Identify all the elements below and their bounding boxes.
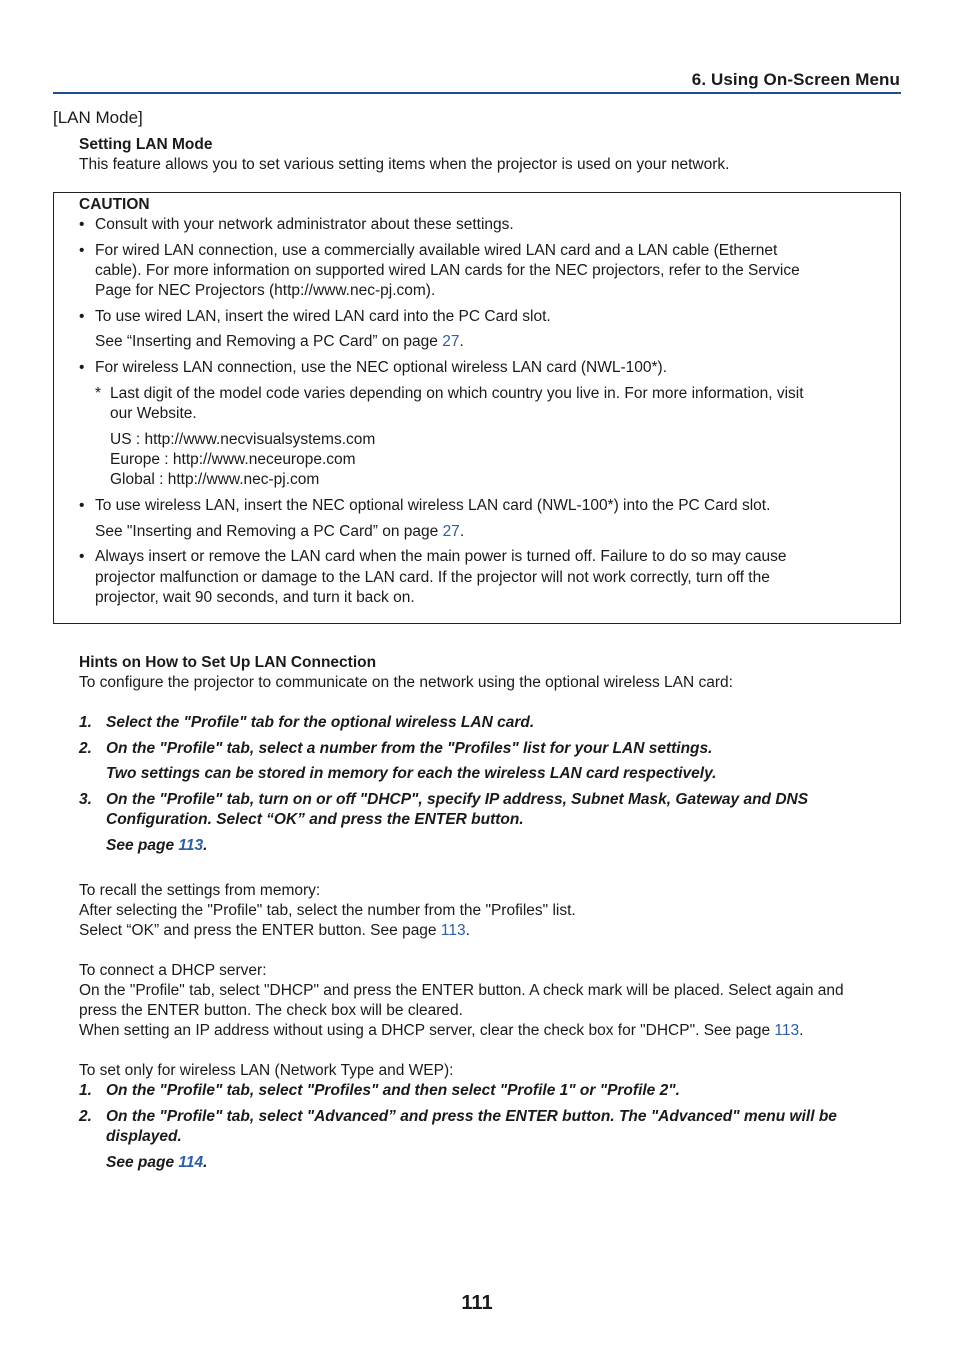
see-text: See page xyxy=(106,837,179,854)
hints-heading: Hints on How to Set Up LAN Connection xyxy=(79,654,377,671)
step-2-note: Two settings can be stored in memory for each the wireless LAN card respectively. xyxy=(106,765,717,782)
step-number: 2. xyxy=(79,740,92,757)
header-rule xyxy=(53,92,901,94)
dhcp-line4: When setting an IP address without using a DHCP server, clear the check box for "DHCP". See page 113. xyxy=(79,1022,804,1039)
chapter-title: 6. Using On-Screen Menu xyxy=(691,70,900,89)
bullet-dot: • xyxy=(79,548,85,565)
page-link-27[interactable]: 27 xyxy=(442,523,460,540)
wireless-intro: To set only for wireless LAN (Network Type and WEP): xyxy=(79,1062,454,1079)
caution-item-1: Consult with your network administrator about these settings. xyxy=(95,216,514,233)
note-asterisk: * xyxy=(95,385,102,402)
wireless-step-2-see: See page 114. xyxy=(106,1154,208,1171)
step-number: 3. xyxy=(79,791,92,808)
step-2: On the "Profile" tab, select a number from the "Profiles" list for your LAN settings. xyxy=(106,740,713,757)
step-number: 1. xyxy=(79,714,92,731)
see-text: See page xyxy=(106,1154,179,1171)
recall-line2: After selecting the "Profile" tab, select the number from the "Profiles" list. xyxy=(79,902,576,919)
step-3-line1: On the "Profile" tab, turn on or off "DHCP", specify IP address, Subnet Mask, Gateway and DNS xyxy=(106,791,809,808)
hints-intro: To configure the projector to communicate on the network using the optional wireless LAN card: xyxy=(79,674,733,691)
caution-item-3-see: See “Inserting and Removing a PC Card” on page 27. xyxy=(95,333,464,350)
url-us: US : http://www.necvisualsystems.com xyxy=(110,431,376,448)
step-1: Select the "Profile" tab for the optional wireless LAN card. xyxy=(106,714,535,731)
step-number: 1. xyxy=(79,1082,92,1099)
caution-item-6-line3: projector, wait 90 seconds, and turn it back on. xyxy=(95,589,415,606)
step-3-see: See page 113. xyxy=(106,837,208,854)
bullet-dot: • xyxy=(79,359,85,376)
caution-item-3: To use wired LAN, insert the wired LAN card into the PC Card slot. xyxy=(95,308,551,325)
caution-item-2-line2: cable). For more information on supported wired LAN cards for the NEC projectors, refer to the Service xyxy=(95,262,800,279)
step-3-line2: Configuration. Select “OK” and press the ENTER button. xyxy=(106,811,524,828)
recall-line1: To recall the settings from memory: xyxy=(79,882,321,899)
page-link-113[interactable]: 113 xyxy=(178,837,204,854)
recall-line3: Select “OK” and press the ENTER button. See page 113. xyxy=(79,922,470,939)
setting-text: This feature allows you to set various setting items when the projector is used on your network. xyxy=(79,156,730,173)
bullet-dot: • xyxy=(79,497,85,514)
page-link-114[interactable]: 114 xyxy=(178,1154,204,1171)
caution-item-2-line1: For wired LAN connection, use a commercially available wired LAN card and a LAN cable (Ethernet xyxy=(95,242,778,259)
page-number: 111 xyxy=(461,1292,493,1314)
url-europe: Europe : http://www.neceurope.com xyxy=(110,451,356,468)
step-number: 2. xyxy=(79,1108,92,1125)
recall-text: Select “OK” and press the ENTER button. See page xyxy=(79,922,441,939)
dhcp-line2: On the "Profile" tab, select "DHCP" and press the ENTER button. A check mark will be placed. Select again and xyxy=(79,982,844,999)
see-text: See "Inserting and Removing a PC Card” on page xyxy=(95,523,443,540)
caution-heading: CAUTION xyxy=(79,196,150,213)
wireless-step-2-line2: displayed. xyxy=(106,1128,182,1145)
caution-item-6-line2: projector malfunction or damage to the LAN card. If the projector will not work correctly, turn off the xyxy=(95,569,770,586)
url-global: Global : http://www.nec-pj.com xyxy=(110,471,320,488)
wireless-step-1: On the "Profile" tab, select "Profiles" and then select "Profile 1" or "Profile 2". xyxy=(106,1082,680,1099)
caution-item-5: To use wireless LAN, insert the NEC optional wireless LAN card (NWL-100*) into the PC Card slot. xyxy=(95,497,771,514)
note-line2: our Website. xyxy=(110,405,197,422)
bullet-dot: • xyxy=(79,308,85,325)
page-link-113[interactable]: 113 xyxy=(774,1022,800,1039)
wireless-step-2-line1: On the "Profile" tab, select "Advanced” and press the ENTER button. The "Advanced" menu will be xyxy=(106,1108,837,1125)
caution-item-4: For wireless LAN connection, use the NEC optional wireless LAN card (NWL-100*). xyxy=(95,359,668,376)
bullet-dot: • xyxy=(79,216,85,233)
see-text: See “Inserting and Removing a PC Card” on page xyxy=(95,333,443,350)
dhcp-line1: To connect a DHCP server: xyxy=(79,962,267,979)
setting-heading: Setting LAN Mode xyxy=(79,136,213,153)
page-link-27[interactable]: 27 xyxy=(442,333,460,350)
dhcp-text: When setting an IP address without using a DHCP server, clear the check box for "DHCP". See page xyxy=(79,1022,775,1039)
dhcp-line3: press the ENTER button. The check box will be cleared. xyxy=(79,1002,463,1019)
caution-item-5-see: See "Inserting and Removing a PC Card” on page 27. xyxy=(95,523,465,540)
bullet-dot: • xyxy=(79,242,85,259)
section-title: [LAN Mode] xyxy=(53,108,143,127)
page-link-113[interactable]: 113 xyxy=(440,922,466,939)
note-line1: Last digit of the model code varies depending on which country you live in. For more information, visit xyxy=(110,385,804,402)
caution-item-6-line1: Always insert or remove the LAN card when the main power is turned off. Failure to do so may cause xyxy=(95,548,787,565)
caution-item-2-line3: Page for NEC Projectors (http://www.nec-pj.com). xyxy=(95,282,436,299)
